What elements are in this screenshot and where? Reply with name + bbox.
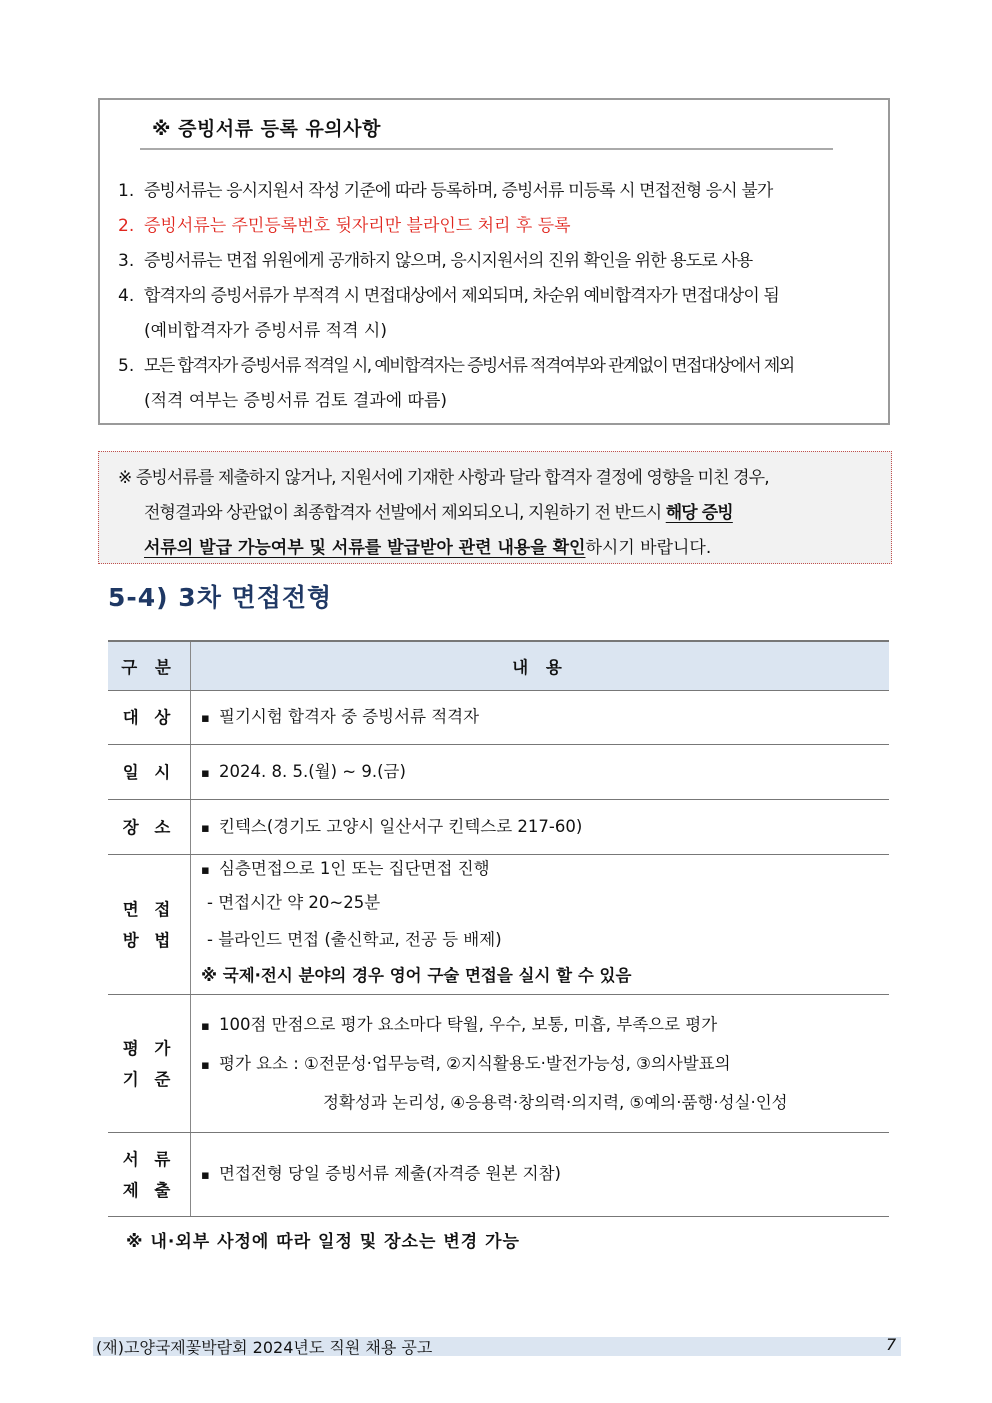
notice-item-text-cont: (예비합격자가 증빙서류 적격 시) [144, 321, 387, 341]
warning-emphasis-2: 서류의 발급 가능여부 및 서류를 발급받아 관련 내용을 확인 [144, 538, 586, 558]
table-row-datetime [108, 745, 889, 800]
row-label [108, 855, 191, 995]
row-bullet-text: ▪ 심층면접으로 1인 또는 집단면접 진행 [201, 856, 888, 884]
bottom-note: ※ 내·외부 사정에 따라 일정 및 장소는 변경 가능 [126, 1232, 520, 1252]
row-label-line-1: 면 접 [122, 899, 176, 919]
notice-list [118, 174, 888, 419]
table-row-target [108, 691, 889, 745]
row-bullet-text: ▪ 100점 만점으로 평가 요소마다 탁월, 우수, 보통, 미흡, 부족으로 평가 [201, 1006, 888, 1045]
interview-info-table [108, 640, 889, 1217]
notice-item-4 [118, 279, 888, 349]
section-heading: 5-4) 3차 면접전형 [108, 583, 333, 612]
notice-item-text: 증빙서류는 응시지원서 작성 기준에 따라 등록하며, 증빙서류 미등록 시 면접전형 응시 불가 [144, 181, 773, 201]
row-label-line-1: 평 가 [122, 1038, 176, 1058]
warning-box [98, 451, 892, 564]
row-label: 대 상 [108, 691, 191, 745]
row-note-text: ※ 국제·전시 분야의 경우 영어 구술 면접을 실시 할 수 있음 [201, 966, 632, 985]
notice-box [98, 98, 890, 425]
row-sub-text: - 블라인드 면접 (출신학교, 전공 등 배제) [207, 930, 502, 949]
warning-text [118, 461, 888, 566]
warning-line-2 [118, 496, 888, 531]
notice-item-text: 증빙서류는 면접 위원에게 공개하지 않으며, 응시지원서의 진위 확인을 위한 용도로 사용 [144, 251, 753, 271]
row-label [108, 1133, 191, 1217]
row-bullet-text: ▪ 킨텍스(경기도 고양시 일산서구 킨텍스로 217-60) [201, 808, 888, 847]
notice-item-text: 모든 합격자가 증빙서류 적격일 시, 예비합격자는 증빙서류 적격여부와 관계없이 면접대상에서 제외 [144, 356, 794, 376]
row-label: 장 소 [108, 800, 191, 855]
row-bullet-text: ▪ 평가 요소 : ①전문성·업무능력, ②지식활용도·발전가능성, ③의사발표의 [201, 1045, 888, 1084]
warning-line-3 [118, 531, 888, 566]
row-bullet-text: ▪ 필기시험 합격자 중 증빙서류 적격자 [201, 698, 888, 737]
row-label: 일 시 [108, 745, 191, 800]
table-header-row [108, 641, 889, 691]
notice-item-text: 증빙서류는 주민등록번호 뒷자리만 블라인드 처리 후 등록 [144, 216, 571, 236]
row-content [191, 745, 890, 800]
row-content [191, 691, 890, 745]
row-content [191, 1133, 890, 1217]
row-label-line-2: 방 법 [122, 930, 176, 950]
notice-item-number: 3. [118, 251, 135, 271]
warning-line-2-plain: 전형결과와 상관없이 최종합격자 선발에서 제외되오니, 지원하기 전 반드시 [144, 503, 666, 523]
notice-item-number: 1. [118, 181, 135, 201]
notice-item-3 [118, 244, 888, 279]
row-content [191, 855, 890, 995]
row-label-line-2: 제 출 [122, 1180, 176, 1200]
notice-item-text: 합격자의 증빙서류가 부적격 시 면접대상에서 제외되며, 차순위 예비합격자가 면접대상이 됨 [144, 286, 779, 306]
warning-line-1: ※ 증빙서류를 제출하지 않거나, 지원서에 기재한 사항과 달라 합격자 결정에 영향을 미친 경우, [118, 468, 769, 488]
row-bullet-text: ▪ 2024. 8. 5.(월) ~ 9.(금) [201, 753, 888, 792]
table-row-documents [108, 1133, 889, 1217]
notice-item-number: 2. [118, 216, 135, 236]
header-category: 구 분 [108, 641, 191, 691]
row-sub-text: - 면접시간 약 20~25분 [207, 893, 381, 912]
row-content [191, 995, 890, 1133]
footer-text: (재)고양국제꽃박람회 2024년도 직원 채용 공고 [96, 1338, 433, 1357]
notice-title-underline [140, 148, 833, 150]
notice-item-number: 5. [118, 356, 135, 376]
header-content: 내 용 [191, 641, 890, 691]
row-label-line-2: 기 준 [122, 1069, 176, 1089]
table-row-method [108, 855, 889, 995]
notice-item-1 [118, 174, 888, 209]
table-row-criteria [108, 995, 889, 1133]
notice-item-5 [118, 349, 888, 419]
notice-item-number: 4. [118, 286, 135, 306]
warning-line-3-plain: 하시기 바랍니다. [585, 538, 712, 558]
notice-item-2 [118, 209, 888, 244]
row-bullet-text: ▪ 면접전형 당일 증빙서류 제출(자격증 원본 지참) [201, 1155, 888, 1194]
notice-item-text-cont: (적격 여부는 증빙서류 검토 결과에 따름) [144, 391, 448, 411]
row-label-line-1: 서 류 [122, 1149, 176, 1169]
notice-title: ※ 증빙서류 등록 유의사항 [152, 118, 381, 140]
table-row-location [108, 800, 889, 855]
warning-emphasis-1: 해당 증빙 [665, 503, 733, 523]
row-label [108, 995, 191, 1133]
row-content [191, 800, 890, 855]
page-number: 7 [886, 1335, 897, 1354]
row-cont-text: 정확성과 논리성, ④응용력·창의력·의지력, ⑤예의·품행·성실·인성 [323, 1093, 788, 1112]
